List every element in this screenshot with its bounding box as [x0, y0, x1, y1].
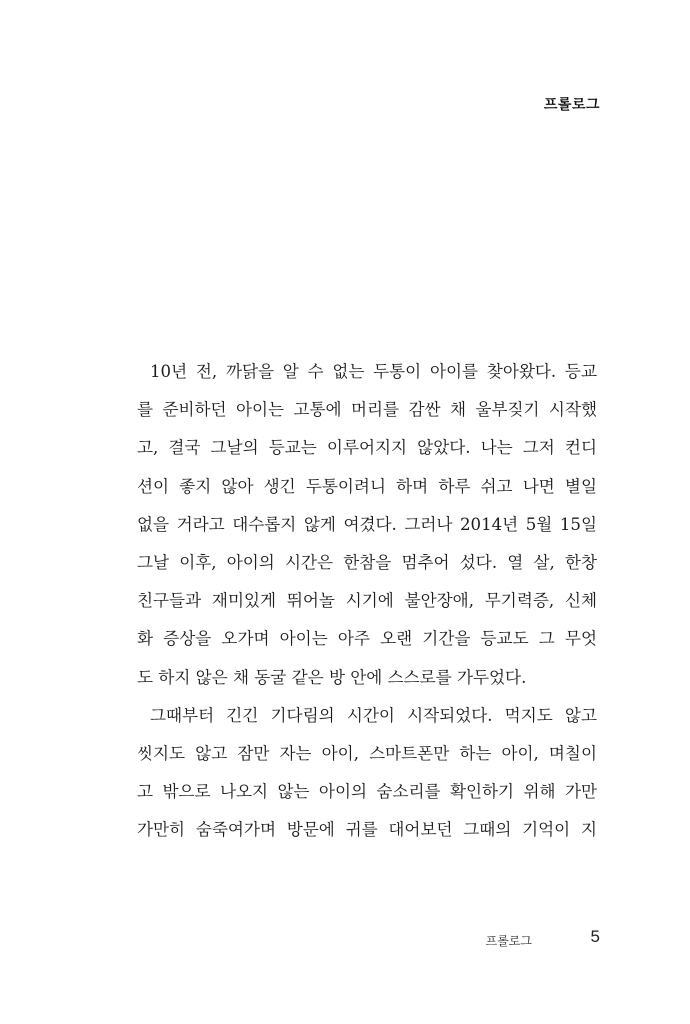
- text-line: 10년 전, 까닭을 알 수 없는 두통이 아이를 찾아왔다. 등교: [150, 362, 597, 381]
- text-line: 없을 거라고 대수롭지 않게 여겼다. 그러나 2014년 5월 15일: [137, 514, 597, 534]
- text-line: 를 준비하던 아이는 고통에 머리를 감싼 채 울부짖기 시작했: [137, 400, 597, 420]
- text-line: 도 하지 않은 채 동굴 같은 방 안에 스스로를 가두었다.: [137, 667, 527, 687]
- paragraph-1: [137, 353, 597, 697]
- text-line: 그날 이후, 아이의 시간은 한참을 멈추어 섰다. 열 살, 한창: [137, 552, 597, 572]
- text-line: 화 증상을 오가며 아이는 아주 오랜 기간을 등교도 그 무엇: [137, 629, 597, 649]
- text-line: 고, 결국 그날의 등교는 이루어지지 않았다. 나는 그저 컨디: [137, 438, 597, 458]
- text-line: 가만히 숨죽여가며 방문에 귀를 대어보던 그때의 기억이 지: [137, 820, 597, 840]
- text-line: 션이 좋지 않아 생긴 두통이려니 하며 하루 쉬고 나면 별일: [137, 476, 597, 496]
- text-line: 그때부터 긴긴 기다림의 시간이 시작되었다. 먹지도 않고: [150, 705, 597, 725]
- paragraph-2: [137, 697, 597, 850]
- text-line: 고 밖으로 나오지 않는 아이의 숨소리를 확인하기 위해 가만: [137, 782, 597, 802]
- page-footer: [0, 928, 690, 958]
- text-line: 친구들과 재미있게 뛰어놀 시기에 불안장애, 무기력증, 신체: [137, 591, 597, 611]
- page-number: 5: [590, 927, 600, 946]
- running-title: 프롤로그: [485, 934, 532, 948]
- chapter-header-title: 프롤로그: [543, 97, 600, 113]
- text-line: 씻지도 않고 잠만 자는 아이, 스마트폰만 하는 아이, 며칠이: [137, 743, 597, 763]
- body-text: [137, 353, 597, 849]
